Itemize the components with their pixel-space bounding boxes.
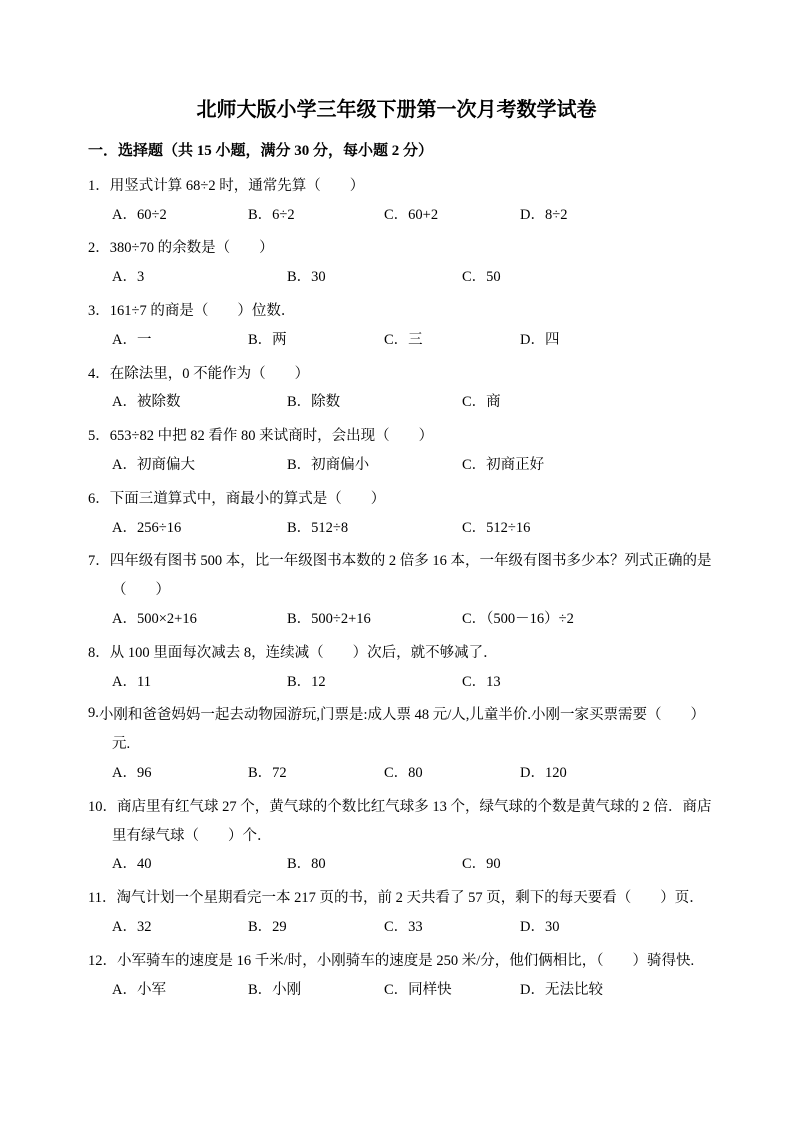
option-b (287, 265, 462, 286)
options-row (112, 261, 793, 290)
option-c (462, 390, 501, 411)
option-c (384, 761, 520, 782)
option-b (287, 453, 462, 474)
option-text: 四 (544, 331, 560, 348)
question-number: 11． (88, 890, 117, 907)
question-stem: 小军骑车的速度是 16 千米/时，小刚骑车的速度是 250 米/分，他们俩相比，（ ）骑得快. (117, 952, 695, 969)
option-c (384, 978, 520, 999)
option-label: D． (520, 981, 545, 998)
question-text (88, 358, 793, 387)
question-list (0, 170, 793, 1003)
option-label: B． (248, 919, 273, 936)
option-label: D． (520, 331, 545, 348)
question-text (88, 882, 793, 911)
option-label: B． (248, 206, 273, 223)
option-text: 512÷16 (486, 519, 531, 536)
option-label: B． (287, 394, 312, 411)
question-number: 5． (88, 428, 110, 445)
option-text: 32 (136, 919, 152, 936)
option-text: 30 (311, 269, 326, 286)
option-b (287, 390, 462, 411)
option-text: 80 (408, 765, 423, 782)
question-stem: 小刚和爸爸妈妈一起去动物园游玩,门票是:成人票 48 元/人,儿童半价.小刚一家买票需要（ ） (98, 707, 706, 724)
question-number: 4． (88, 365, 110, 382)
option-text: 同样快 (408, 981, 452, 998)
option-label: B． (287, 519, 312, 536)
option-text: 29 (272, 919, 287, 936)
option-a (112, 607, 287, 628)
option-label: A． (112, 457, 137, 474)
option-label: A． (112, 269, 137, 286)
option-label: B． (287, 611, 312, 628)
question-11 (0, 882, 793, 940)
question-stem: 161÷7 的商是（ ）位数． (109, 303, 296, 320)
question-stem: 商店里有红气球 27 个，黄气球的个数比红气球多 13 个，绿气球的个数是黄气球的 2 倍．商店 (117, 798, 712, 815)
option-label: B． (287, 269, 312, 286)
option-text: 11 (136, 673, 151, 690)
option-a (112, 203, 248, 224)
option-text: 72 (272, 765, 287, 782)
options-row (112, 449, 793, 478)
options-row (112, 849, 793, 878)
options-row (112, 666, 793, 695)
options-row (112, 199, 793, 228)
option-text: 两 (272, 331, 287, 348)
option-text: 40 (136, 856, 152, 873)
question-9 (0, 700, 793, 786)
question-number: 8． (88, 644, 110, 661)
option-label: B． (248, 331, 273, 348)
option-text: 三 (408, 331, 423, 348)
option-label: C． (384, 919, 409, 936)
question-text (88, 295, 793, 324)
option-a (112, 852, 287, 873)
question-text (88, 700, 793, 729)
option-label: C． (462, 269, 487, 286)
option-text: 除数 (311, 394, 341, 411)
option-a (112, 761, 248, 782)
options-row (112, 757, 793, 786)
option-text: 初商偏小 (311, 457, 370, 474)
option-text: 无法比较 (544, 981, 603, 998)
option-label: A． (112, 673, 137, 690)
option-label: A． (112, 856, 137, 873)
option-c (384, 203, 520, 224)
option-b (287, 852, 462, 873)
option-c (462, 852, 501, 873)
option-text: 60+2 (408, 206, 439, 223)
question-number: 3． (88, 303, 110, 320)
question-4 (0, 358, 793, 416)
page-title: 北师大版小学三年级下册第一次月考数学试卷 (196, 99, 597, 121)
option-label: A． (112, 331, 137, 348)
question-text (88, 483, 793, 512)
question-number: 6． (88, 490, 110, 507)
option-text: 8÷2 (544, 206, 568, 223)
option-text: 96 (136, 765, 152, 782)
question-text (88, 420, 793, 449)
option-text: 120 (544, 765, 567, 782)
question-stem: 从 100 里面每次减去 8，连续减（ ）次后，就不够减了． (109, 644, 498, 661)
option-label: C． (384, 765, 409, 782)
question-number: 1． (88, 177, 110, 194)
question-text-continued: （ ） (112, 582, 170, 599)
question-stem: 下面三道算式中，商最小的算式是（ ） (109, 490, 386, 507)
question-number: 9. (88, 705, 99, 722)
option-a (112, 328, 248, 349)
option-d (520, 328, 559, 349)
option-c (384, 915, 520, 936)
option-text: 3 (136, 269, 145, 286)
option-a (112, 978, 248, 999)
option-text: 小刚 (272, 981, 302, 998)
option-label: A． (112, 519, 137, 536)
option-label: A． (112, 919, 137, 936)
option-text: 30 (544, 919, 560, 936)
option-c (462, 516, 530, 537)
option-text: （500－16）÷2 (486, 611, 574, 628)
options-row (112, 324, 793, 353)
option-text: 初商偏大 (136, 457, 195, 474)
question-text (88, 945, 793, 974)
option-label: A． (112, 394, 137, 411)
option-text: 一 (136, 331, 152, 348)
option-text: 90 (486, 856, 501, 873)
option-label: B． (287, 673, 312, 690)
question-text (88, 546, 793, 575)
option-a (112, 516, 287, 537)
question-8 (0, 637, 793, 695)
option-text: 6÷2 (272, 206, 295, 223)
option-a (112, 670, 287, 691)
option-label: A． (112, 765, 137, 782)
option-label: C． (462, 673, 487, 690)
question-number: 2． (88, 240, 110, 257)
option-a (112, 390, 287, 411)
option-text: 被除数 (136, 394, 181, 411)
question-text-continued: 里有绿气球（ ）个． (112, 827, 272, 844)
option-d (520, 761, 567, 782)
question-10 (0, 791, 793, 877)
option-label: C． (384, 331, 409, 348)
option-text: 33 (408, 919, 423, 936)
option-text: 256÷16 (136, 519, 182, 536)
option-d (520, 203, 567, 224)
option-text: 13 (486, 673, 501, 690)
question-3 (0, 295, 793, 353)
option-a (112, 915, 248, 936)
option-a (112, 453, 287, 474)
option-label: C． (384, 981, 409, 998)
option-text: 60÷2 (136, 206, 167, 223)
option-text: 12 (311, 673, 326, 690)
option-a (112, 265, 287, 286)
option-label: C． (462, 611, 487, 628)
question-stem: 四年级有图书 500 本，比一年级图书本数的 2 倍多 16 本，一年级有图书多少本？列式正确的是 (109, 553, 712, 570)
question-2 (0, 233, 793, 291)
option-c (462, 453, 544, 474)
option-label: D． (520, 206, 545, 223)
section-heading: 一．选择题（共 15 小题，满分 30 分，每小题 2 分） (88, 143, 434, 159)
question-number: 7． (88, 553, 110, 570)
question-7 (0, 546, 793, 632)
option-text: 500×2+16 (136, 611, 197, 628)
question-stem: 653÷82 中把 82 看作 80 来试商时，会出现（ ） (109, 428, 434, 445)
option-c (462, 607, 574, 628)
option-text: 初商正好 (486, 457, 545, 474)
option-b (248, 915, 384, 936)
question-text (88, 791, 793, 820)
option-d (520, 915, 559, 936)
question-text-continued: 元. (112, 736, 131, 753)
question-1 (0, 170, 793, 228)
option-label: B． (248, 981, 273, 998)
option-c (384, 328, 520, 349)
options-row (112, 603, 793, 632)
option-b (248, 203, 384, 224)
option-b (287, 670, 462, 691)
option-b (248, 761, 384, 782)
option-label: C． (462, 856, 487, 873)
question-6 (0, 483, 793, 541)
option-label: C． (462, 457, 487, 474)
option-b (248, 328, 384, 349)
option-text: 80 (311, 856, 326, 873)
option-label: C． (462, 519, 487, 536)
question-text (88, 637, 793, 666)
option-label: B． (287, 457, 312, 474)
option-c (462, 265, 501, 286)
option-label: C． (462, 394, 487, 411)
options-row (112, 911, 793, 940)
question-number: 12． (88, 952, 117, 969)
question-stem: 在除法里，0 不能作为（ ） (109, 365, 310, 382)
option-label: C． (384, 206, 409, 223)
options-row (112, 512, 793, 541)
options-row (112, 974, 793, 1003)
options-row (112, 387, 793, 416)
option-label: D． (520, 919, 545, 936)
option-label: A． (112, 981, 137, 998)
question-stem: 淘气计划一个星期看完一本 217 页的书，前 2 天共看了 57 页，剩下的每天要看（ ）页． (116, 890, 704, 907)
question-stem: 用竖式计算 68÷2 时，通常先算（ ） (109, 177, 365, 194)
option-label: D． (520, 765, 545, 782)
question-text (88, 233, 793, 262)
option-d (520, 978, 603, 999)
option-text: 500÷2+16 (311, 611, 371, 628)
option-b (248, 978, 384, 999)
option-b (287, 607, 462, 628)
question-stem: 380÷70 的余数是（ ） (109, 240, 274, 257)
option-text: 商 (486, 394, 501, 411)
option-label: A． (112, 206, 137, 223)
option-text: 50 (486, 269, 501, 286)
question-5 (0, 420, 793, 478)
option-label: B． (248, 765, 273, 782)
question-12 (0, 945, 793, 1003)
option-text: 小军 (136, 981, 166, 998)
option-c (462, 670, 501, 691)
option-text: 512÷8 (311, 519, 349, 536)
question-number: 10． (88, 798, 117, 815)
option-label: A． (112, 611, 137, 628)
option-label: B． (287, 856, 312, 873)
option-b (287, 516, 462, 537)
question-text (88, 170, 793, 199)
